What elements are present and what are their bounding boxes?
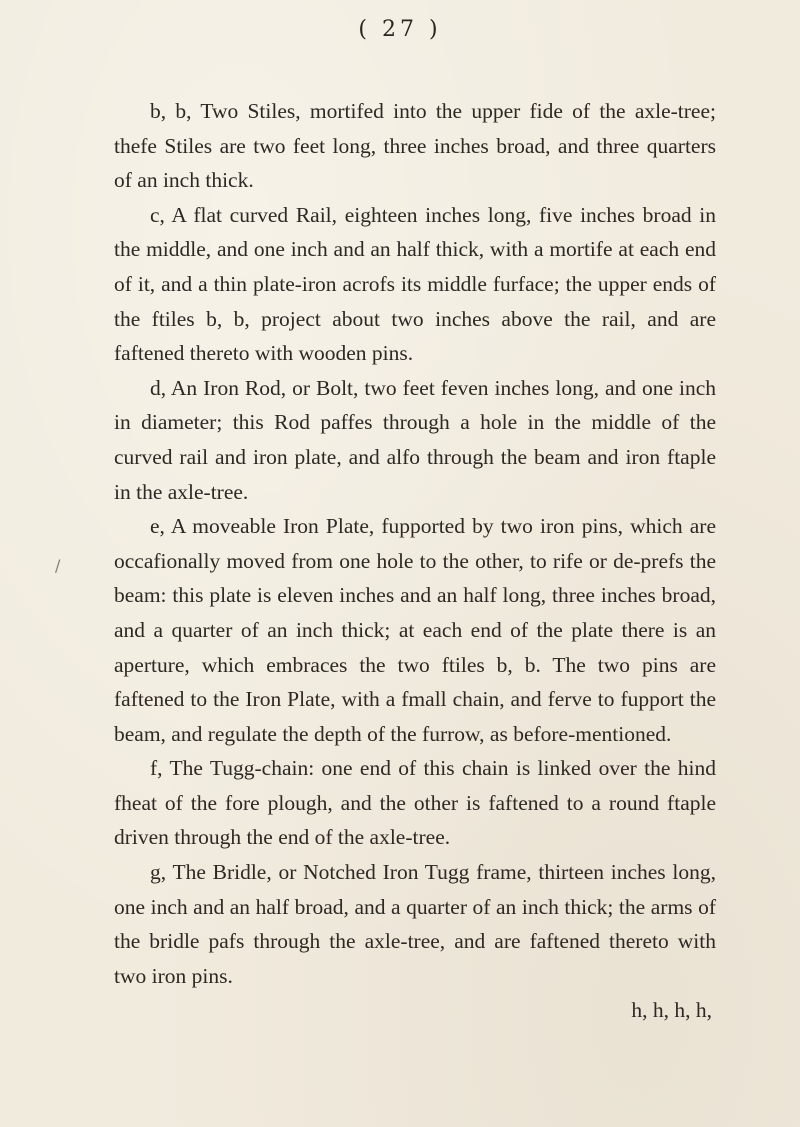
margin-pencil-mark: / xyxy=(55,556,61,575)
body-text xyxy=(114,94,716,1028)
paragraph-stiles: b, b, Two Stiles, mortifed into the upper fide of the axle-tree; thefe Stiles are two feet long, three inches broad, and three quarters of an inch thick. xyxy=(114,99,716,193)
catchword: h, h, h, h, xyxy=(631,998,712,1023)
paragraph-tugg-chain: f, The Tugg-chain: one end of this chain is linked over the hind fheat of the fore plough, and the other is faftened to a round ftaple driven through the end of the axle-tree. xyxy=(114,756,716,850)
paragraph-iron-rod: d, An Iron Rod, or Bolt, two feet feven inches long, and one inch in diameter; this Rod paffes through a hole in the middle of the curved rail and iron plate, and alfo through the beam and iron ftaple in the axle-tree. xyxy=(114,375,716,504)
paragraph-curved-rail: c, A flat curved Rail, eighteen inches long, five inches broad in the middle, and one inch and an half thick, with a mortife at each end of it, and a thin plate-iron acrofs its middle furface; the upper ends of the ftiles b, b, project about two inches above the rail, and are faftened thereto with wooden pins. xyxy=(114,202,716,366)
page-number: ( 27 ) xyxy=(358,17,442,42)
paragraph-iron-plate: e, A moveable Iron Plate, fupported by two iron pins, which are occafionally moved from one hole to the other, to rife or de-prefs the beam: this plate is eleven inches and an half long, three inches broad, and a quarter of an inch thick; at each end of the plate there is an aperture, which embraces the two ftiles b, b. The two pins are faftened to the Iron Plate, with a fmall chain, and ferve to fupport the beam, and regulate the depth of the furrow, as before-mentioned. xyxy=(114,514,716,746)
paragraph-bridle: g, The Bridle, or Notched Iron Tugg frame, thirteen inches long, one inch and an half broad, and a quarter of an inch thick; the arms of the bridle pafs through the axle-tree, and are faftened thereto with two iron pins. xyxy=(114,860,716,988)
